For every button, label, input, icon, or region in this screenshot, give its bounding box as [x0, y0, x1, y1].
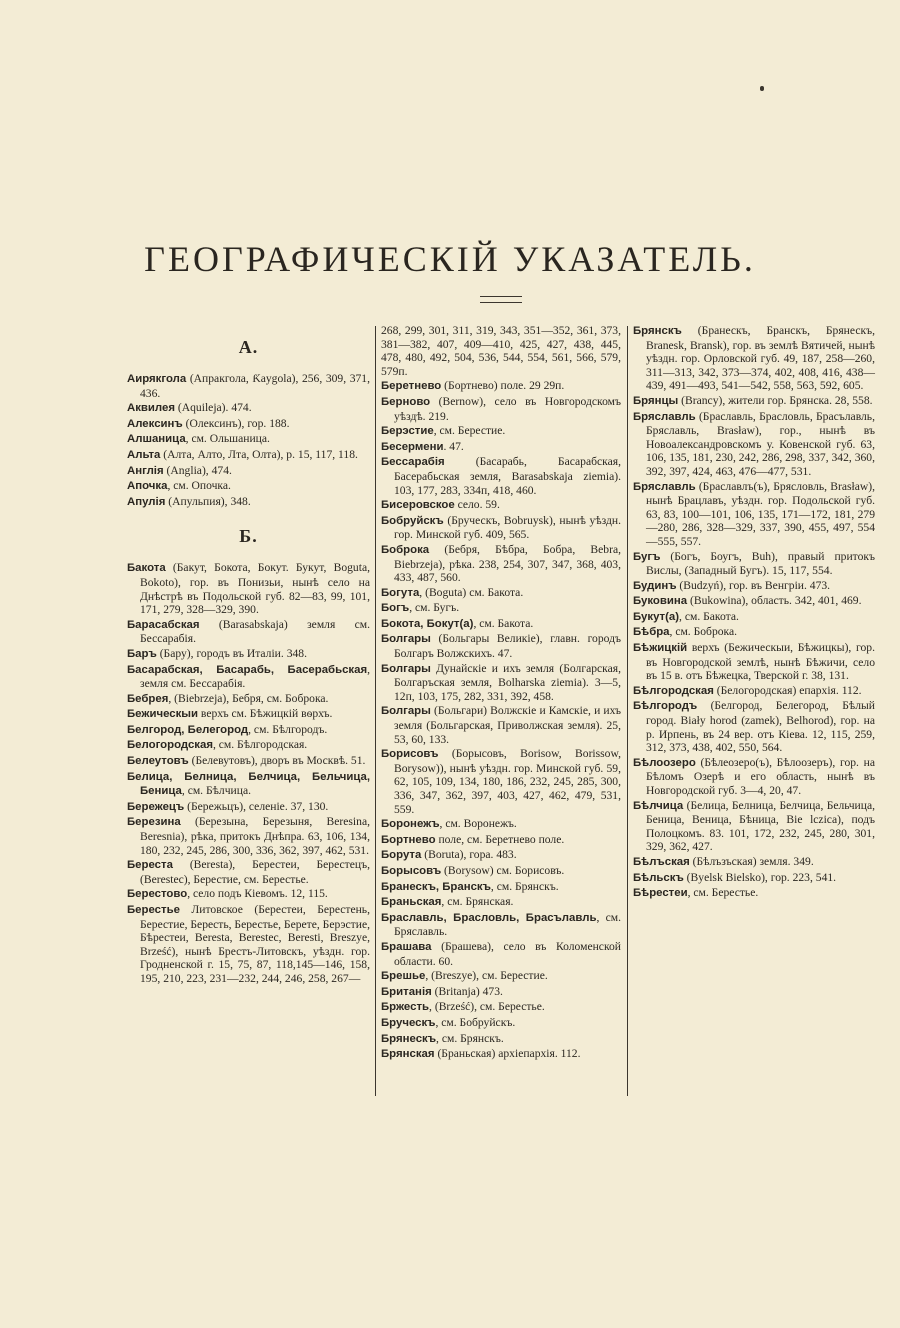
index-entry — [127, 815, 370, 857]
entries-a — [127, 372, 370, 509]
entry-text: (Алта, Алто, Лта, Олта), р. 15, 117, 118. — [160, 447, 358, 461]
entry-text: (Басарабь, Басарабская, Басерабьская земля, Barasabskaja ziemia). 103, 177, 283, 334п, 418, 460. — [394, 455, 621, 497]
entry-headword: Бѣлчица — [633, 799, 684, 812]
entry-text: (Budzyń), гор. въ Венгріи. 473. — [676, 578, 831, 592]
entry-headword: Бѣлгородъ — [633, 700, 698, 713]
entry-text: , см. Берестье. — [687, 886, 759, 900]
entry-text: , (Brześć), см. Берестье. — [429, 1000, 545, 1014]
entry-headword: Бѣжицкій — [633, 642, 688, 655]
index-entry — [633, 871, 875, 886]
entry-text: Литовское (Берестеи, Берестень, Берестие, Береcть, Берестье, Берете, Берэстие, Бѣрестеи, Beresta, Berestec, Beresti, Breszye, Brześć), нынѣ Брестъ-Литовскъ, уѣздн. гор. Гродненской г. 15, 75, 87, 118,145—146, 158, 195, 210, 223, 231—232, 244, 246, 258, 267— — [140, 903, 370, 985]
index-entry — [633, 625, 875, 640]
entry-headword: Бугъ — [633, 550, 661, 563]
index-entry — [381, 455, 621, 497]
entry-headword: Бряславль — [633, 410, 696, 423]
entry-text: (Бару), городъ въ Италіи. 348. — [156, 646, 307, 660]
index-entry — [381, 617, 621, 632]
index-entry — [127, 692, 370, 707]
index-entry — [127, 754, 370, 769]
entry-headword: Борута — [381, 849, 422, 862]
entry-headword: Баръ — [127, 647, 157, 660]
entry-text: , см. Брянскъ. — [436, 1031, 504, 1045]
index-entry — [381, 424, 621, 439]
index-entry — [127, 561, 370, 616]
entry-text: (Березына, Березыня, Beresina, Beresnia), рѣка, притокъ Днѣпра. 63, 106, 134, 180, 232, 245, 286, 300, 336, 362, 397, 462, 531. — [140, 815, 370, 857]
column-2 — [381, 324, 621, 1063]
entry-text: (Браславль, Брасловль, Брасълавль, Бряславль, Brasław), гор., нынѣ въ Новоалександровскомъ у. Ковенской губ. 63, 106, 135, 181, 230, 242, 286, 298, 337, 342, 360, 392, 397, 424, 463, 476—477, 531. — [646, 409, 875, 478]
entry-text: , см. Воронежъ. — [439, 817, 517, 831]
index-entry — [381, 379, 621, 394]
index-entry — [381, 662, 621, 704]
index-entry — [633, 610, 875, 625]
entry-text: , см. Бѣлгородская. — [212, 738, 308, 752]
index-entry — [127, 800, 370, 815]
entry-text: (Бѣлеозеро(ъ), Бѣлоозеръ), гор. на Бѣломъ Озерѣ и его область, нынѣ въ Новгородской губ. 3—4, 20, 47. — [646, 755, 875, 797]
entry-text: , см. Бакота. — [679, 609, 739, 623]
index-entry — [381, 440, 621, 455]
entries-b — [127, 561, 370, 985]
entry-text: (Бруческъ, Bobruysk), нынѣ уѣздн. гор. Минской губ. 409, 565. — [394, 513, 621, 542]
index-entry — [381, 833, 621, 848]
entry-text: (Brancy), жители гор. Брянска. 28, 558. — [678, 393, 873, 407]
entry-text: (Boruta), гора. 483. — [421, 848, 517, 862]
entry-headword: Бѣлгородская — [633, 684, 714, 697]
entry-text: 268, 299, 301, 311, 319, 343, 351—352, 361, 373, 381—382, 407, 409—410, 425, 427, 438, 445, 478, 480, 492, 504, 536, 544, 554, 561, 566, 579, 579п. — [381, 324, 621, 378]
entry-headword: Белгород, Белегород — [127, 723, 249, 736]
entry-text: , см. Бѣлчица. — [181, 784, 251, 798]
index-entry — [381, 543, 621, 585]
entry-text: (Белица, Белница, Белчица, Бельчица, Беница, Веница, Бѣница, Bie lczica), подъ Полоцкомъ. 83. 101, 172, 232, 245, 280, 301, 329, 362, 427. — [646, 798, 875, 854]
entry-headword: Будинъ — [633, 579, 677, 592]
index-entry — [127, 858, 370, 886]
index-entry — [381, 1047, 621, 1062]
entry-headword: Борисовъ — [381, 748, 439, 761]
entry-text: (Больгары Великіе), главн. городъ Болгаръ Волжскихъ. 47. — [394, 632, 621, 661]
index-entry — [381, 601, 621, 616]
entry-headword: Белогородская — [127, 739, 213, 752]
column-3 — [633, 324, 875, 902]
entry-headword: Болгары — [381, 633, 431, 646]
index-entry — [381, 817, 621, 832]
entry-headword: Аирякгола — [127, 373, 187, 385]
column-1 — [127, 336, 370, 987]
entry-headword: Бѣлоозеро — [633, 756, 696, 769]
column-divider-1 — [375, 326, 376, 1096]
entry-headword: Борысовъ — [381, 864, 442, 877]
entry-text: (Бѣлъзъская) земля. 349. — [689, 854, 814, 868]
index-entry — [381, 895, 621, 910]
entry-headword: Бѣлъская — [633, 855, 690, 868]
entry-headword: Бортнево — [381, 833, 436, 846]
entry-text: , (Biebrzeja), Бебря, см. Боброка. — [168, 691, 329, 705]
entry-text: (Белевутовъ), дворъ въ Москвѣ. 51. — [188, 754, 366, 768]
entry-headword: Брянескъ — [381, 1032, 437, 1045]
entry-text: (Bukowina), область. 342, 401, 469. — [687, 594, 862, 608]
entry-headword: Бѣльскъ — [633, 871, 684, 884]
entry-text: (Белгород, Белегород, Бѣлый город. Biały horod (zamek), Belhorod), гор. на р. Ирпень, въ 24 вер. отъ Кіева. 12, 115, 259, 312, 373, 438, 402, 550, 564. — [646, 699, 875, 755]
index-entry — [127, 770, 370, 799]
entry-text: , (Breszye), см. Берестие. — [425, 969, 548, 983]
index-entry — [381, 848, 621, 863]
entry-headword: Болгары — [381, 705, 431, 718]
entry-headword: Бебрея — [127, 692, 169, 705]
entry-text: (Anglia), 474. — [163, 463, 232, 477]
entry-headword: Бежическыи — [127, 708, 199, 721]
entry-text: поле, см. Беретнево поле. — [435, 832, 565, 846]
entry-text: (Bernow), село въ Новгородскомъ уѣздѣ. 219. — [394, 394, 621, 423]
entry-text: (Бакут, Бокота, Бокут. Букут, Boguta, Bokoto), гор. въ Понизьи, нынѣ село на Днѣстрѣ въ Подольской губ. 82—83, 99, 101, 171, 279, 328—329, 390. — [140, 561, 370, 617]
index-entry — [127, 738, 370, 753]
entry-headword: Брянская — [381, 1048, 435, 1061]
index-entry — [127, 903, 370, 986]
entry-headword: Аквилея — [127, 402, 175, 415]
entry-headword: Бруческъ — [381, 1016, 436, 1029]
entry-headword: Бесермени — [381, 440, 444, 453]
entry-headword: Бобруйскъ — [381, 514, 444, 527]
entry-text: (Beresta), Берестеи, Берестецъ, (Berestec), Берестие, см. Берестье. — [140, 858, 370, 886]
index-entry — [127, 448, 370, 463]
entry-headword: Бряславль — [633, 480, 696, 493]
entry-headword: Берэстие — [381, 425, 434, 438]
entry-text: , см. Ольшаница. — [185, 432, 270, 446]
index-entry — [381, 586, 621, 601]
entry-text: . 47. — [443, 439, 464, 453]
ink-speck — [760, 86, 764, 91]
entry-text: , земля см. Бессарабія. — [140, 662, 370, 691]
index-entry — [127, 663, 370, 691]
index-entry — [127, 723, 370, 738]
index-entry — [127, 887, 370, 902]
entry-text: , см. Бряславль. — [394, 910, 621, 939]
entry-text: (Браньская) архіепархія. 112. — [434, 1047, 581, 1061]
entry-text: (Borysow) см. Борисовъ. — [441, 863, 565, 877]
index-entry — [381, 1016, 621, 1031]
index-entry — [381, 1000, 621, 1015]
entry-headword: Боброка — [381, 543, 430, 556]
entry-text: , см. Брянскъ. — [490, 879, 559, 893]
index-entry — [633, 410, 875, 479]
entry-text: (Barasabskaja) земля см. Бессарабія. — [140, 617, 370, 646]
index-entry — [633, 699, 875, 754]
entry-headword: Бережецъ — [127, 800, 185, 813]
index-entry — [381, 940, 621, 968]
index-entry — [381, 632, 621, 660]
entry-headword: Берново — [381, 395, 431, 408]
entry-headword: Букут(а) — [633, 610, 680, 623]
entry-headword: Британія — [381, 985, 432, 998]
entry-text: (Богъ, Боугъ, Buh), правый притокъ Вислы, (Западный Бугъ). 15, 117, 554. — [646, 549, 875, 578]
entry-headword: Брянцы — [633, 394, 679, 407]
entry-headword: Барасабская — [127, 618, 200, 631]
entry-text: , см. Берестие. — [433, 424, 506, 438]
entry-text: (Byelsk Bielsko), гор. 223, 541. — [683, 870, 837, 884]
entry-headword: Англія — [127, 464, 164, 477]
entry-text: (Олексинъ), гор. 188. — [182, 416, 290, 430]
entry-headword: Берестье — [127, 904, 180, 916]
index-entry — [633, 756, 875, 798]
entry-headword: Апочка — [127, 480, 168, 493]
index-entry — [127, 707, 370, 722]
entry-text: (Борысовъ, Borisow, Borissow, Borysow)), нынѣ уѣздн. гор. Минской губ. 59, 62, 105, 109, 134, 180, 186, 232, 245, 285, 300, 336, 347, 362, 397, 403, 427, 462, 479, 531, 559. — [394, 747, 621, 816]
entry-headword: Бѣбра — [633, 626, 670, 639]
entry-headword: Бакота — [127, 562, 166, 575]
entry-text: , см. Брянская. — [441, 895, 514, 909]
entry-text: , см. Бобруйскъ. — [435, 1015, 516, 1029]
entry-text: (Бранескъ, Бранскъ, Брянескъ, Branesk, Bransk), гор. въ землѣ Вятичей, нынѣ уѣздн. гор. Орловской губ. 49, 187, 258—260, 311—313, 342, 373—374, 402, 408, 416, 438—439, 491—493, 541—542, 558, 563, 592, 605. — [646, 324, 875, 393]
entry-headword: Бржесть — [381, 1001, 430, 1014]
entry-headword: Берестово — [127, 888, 188, 901]
index-entry — [127, 618, 370, 646]
index-entry — [381, 324, 621, 378]
entry-text: верхъ (Бежическыи, Бѣжицкы), гор. въ Новгородской землѣ, нынѣ Бѣжичи, село въ 15 в. отъ Бѣжецка, Тверской г. 38, 131. — [646, 641, 875, 683]
index-entry — [381, 514, 621, 542]
entry-headword: Брянскъ — [633, 325, 682, 337]
entry-text: , см. Бѣлгородъ. — [248, 722, 328, 736]
column-divider-2 — [627, 326, 628, 1096]
entry-text: , см. Бакота. — [473, 616, 534, 630]
index-entry — [381, 864, 621, 879]
index-entry — [127, 479, 370, 494]
index-entry — [633, 684, 875, 699]
index-entry — [633, 394, 875, 409]
index-entry — [633, 324, 875, 393]
entry-headword: Брешье — [381, 970, 426, 983]
entry-text: (Бортнево) поле. 29 29п. — [441, 379, 565, 393]
entry-text: (Апульпия), 348. — [165, 494, 251, 508]
page-title: ГЕОГРАФИЧЕСКІЙ УКАЗАТЕЛЬ. — [144, 239, 756, 279]
entry-text: (Браславлъ(ъ), Брясловль, Brasław), нынѣ Брацлавъ, уѣздн. гор. Подольской губ. 63, 83, 100—101, 106, 135, 171—172, 181, 279—280, 286, 328—329, 337, 390, 455, 497, 554—555, 557. — [646, 479, 875, 548]
entry-headword: Бокота, Бокут(а) — [381, 617, 474, 630]
index-entry — [633, 594, 875, 609]
entry-text: (Белогородская) епархія. 112. — [713, 683, 862, 697]
entry-text: , см. Бугъ. — [409, 601, 460, 615]
entry-headword: Беретнево — [381, 380, 442, 393]
entry-headword: Богъ — [381, 602, 410, 615]
entry-text: (Britanja) 473. — [431, 984, 503, 998]
index-entry — [381, 985, 621, 1000]
index-entry — [381, 969, 621, 984]
section-letter-b: Б. — [239, 526, 258, 547]
index-entry — [127, 372, 370, 400]
entry-headword: Бранескъ, Бранскъ — [381, 880, 491, 893]
entry-headword: Буковина — [633, 595, 688, 608]
entry-text: , село подъ Кіевомъ. 12, 115. — [187, 887, 328, 901]
index-entry — [381, 1032, 621, 1047]
entry-headword: Бисеровское — [381, 499, 455, 512]
entry-headword: Алшаница — [127, 433, 186, 446]
entry-headword: Боронежъ — [381, 818, 440, 831]
entry-headword: Басарабская, Басарабь, Басерабьская — [127, 663, 368, 676]
index-entry — [127, 464, 370, 479]
index-entry — [381, 498, 621, 513]
entry-headword: Брашава — [381, 940, 432, 953]
index-entry — [127, 401, 370, 416]
entry-text: (Апракгола, Ƙaygola), 256, 309, 371, 436. — [140, 372, 370, 400]
entry-text: , см. Боброка. — [669, 625, 738, 639]
entry-headword: Белеутовъ — [127, 755, 189, 768]
entry-headword: Апулія — [127, 495, 166, 508]
index-entry — [127, 432, 370, 447]
entry-headword: Бѣрестеи — [633, 887, 688, 900]
index-entry — [633, 579, 875, 594]
entry-headword: Богута — [381, 586, 420, 599]
entry-text: , см. Опочка. — [167, 479, 231, 493]
entry-text: , (Boguta) см. Бакота. — [419, 585, 524, 599]
index-entry — [633, 799, 875, 854]
entry-text: (Брашева), село въ Коломенской области. 60. — [394, 939, 621, 968]
entry-headword: Браславль, Брасловль, Брасълавль — [381, 911, 597, 924]
entry-text: (Бебря, Бѣбра, Бобра, Bebra, Biebrzeja), рѣка. 238, 254, 307, 347, 368, 403, 433, 487, 560. — [394, 542, 621, 585]
entry-headword: Белица, Белница, Белчица, Бельчица, Беница — [127, 770, 370, 798]
index-entry — [127, 495, 370, 510]
index-entry — [633, 641, 875, 683]
title-rule — [480, 296, 522, 303]
entry-text: (Больгари) Волжскіе и Камскіе, и ихъ земля (Больгарская, Приволжская земля). 25, 53, 60, 133. — [394, 704, 621, 746]
entry-headword: Бессарабія — [381, 456, 445, 469]
index-entry — [381, 880, 621, 895]
index-entry — [381, 747, 621, 816]
entry-text: верхъ см. Бѣжицкій вѳрхъ. — [198, 707, 333, 721]
index-entry — [127, 647, 370, 662]
entry-text: (Aquileja). 474. — [175, 401, 252, 415]
index-entry — [633, 855, 875, 870]
entry-text: Дунайскіе и ихъ земля (Болгарская, Болгаръская земля, Bolharska ziemia). 3—5, 12п, 103, 175, 282, 331, 392, 458. — [394, 661, 621, 703]
entry-headword: Алексинъ — [127, 417, 183, 430]
entry-headword: Браньская — [381, 896, 442, 909]
section-letter-a: А. — [238, 337, 259, 357]
index-entry — [633, 480, 875, 549]
index-entry — [381, 911, 621, 939]
index-entry — [633, 886, 875, 901]
entry-headword: Альта — [127, 448, 161, 461]
entry-headword: Береста — [127, 859, 173, 872]
entry-text: (Бережьцъ), селеніе. 37, 130. — [184, 799, 329, 813]
entry-headword: Березина — [127, 816, 181, 829]
index-entry — [381, 395, 621, 423]
entry-text: село. 59. — [454, 498, 500, 512]
index-entry — [381, 704, 621, 746]
index-entry — [127, 417, 370, 432]
entry-headword: Болгары — [381, 662, 431, 675]
index-entry — [633, 550, 875, 578]
